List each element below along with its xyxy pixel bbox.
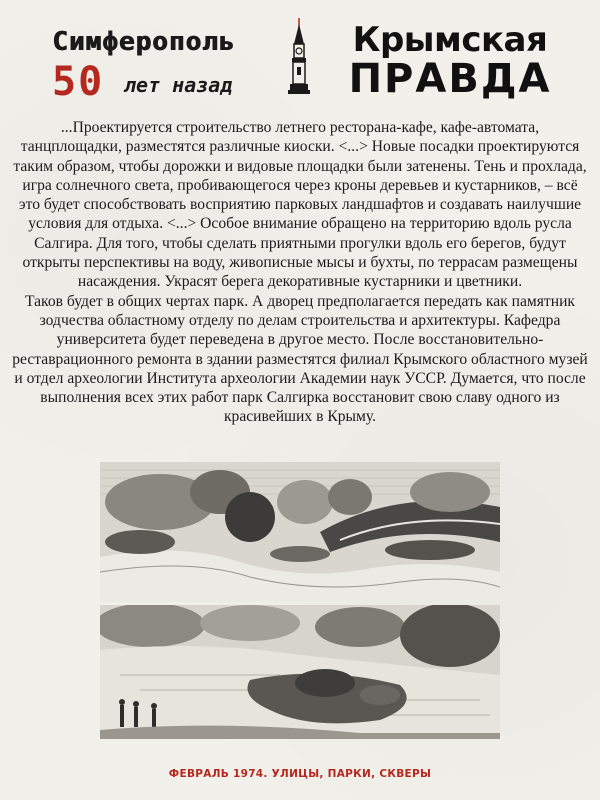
park-illustration-top [100, 462, 500, 602]
footer-caption: ФЕВРАЛЬ 1974. УЛИЦЫ, ПАРКИ, СКВЕРЫ [168, 768, 432, 780]
city-name: Симферополь [52, 27, 236, 57]
header [0, 0, 600, 112]
years-ago-row [52, 59, 282, 105]
years-number: 50 [52, 59, 105, 105]
newspaper-masthead [340, 22, 560, 100]
article-text [10, 118, 590, 427]
newspaper-title-line2: ПРАВДА [348, 56, 552, 102]
header-left-block [52, 27, 282, 105]
article-paragraph-2: Таков будет в общих чертах парк. А дворец предполагается передать как памятник зодчества областному отделу по делам строительства и архитектуры. Кафедра университета будет переведена в другое место. После восстановительно-реставрационного ремонта в здании разместятся филиал Крымского областного музей и отдел археологии Института археологии Академии наук УССР. Думается, что после выполнения всех этих работ парк Салгирка восстановит свою славу одного из красивейших в Крыму. [12, 292, 588, 426]
article-paragraph-1: ...Проектируется строительство летнего ресторана-кафе, кафе-автомата, танцплощадки, разместятся различные киоски. <...> Новые посадки проектируются таким образом, чтобы дорожки и видовые площадки были затенены. Тень и прохлада, игра солнечного света, пробивающегося через кроны деревьев и кустарников, – всё это будет способствовать восприятию парковых ландшафтов и создавать наилучшие условия для отдыха. <...> Особое внимание обращено на территорию вдоль русла Салгира. Для того, чтобы сделать приятными прогулки вдоль его берегов, будут открыты перспективы на воду, живописные мысы и бухты, по террасам размещены насаждения. Украсят берега декоративные кустарники и цветники. [13, 119, 587, 291]
tower-icon [286, 18, 312, 96]
park-illustration-bottom [100, 605, 500, 739]
years-text: лет назад [124, 73, 233, 97]
newspaper-title-line1: Крымская [352, 20, 548, 60]
